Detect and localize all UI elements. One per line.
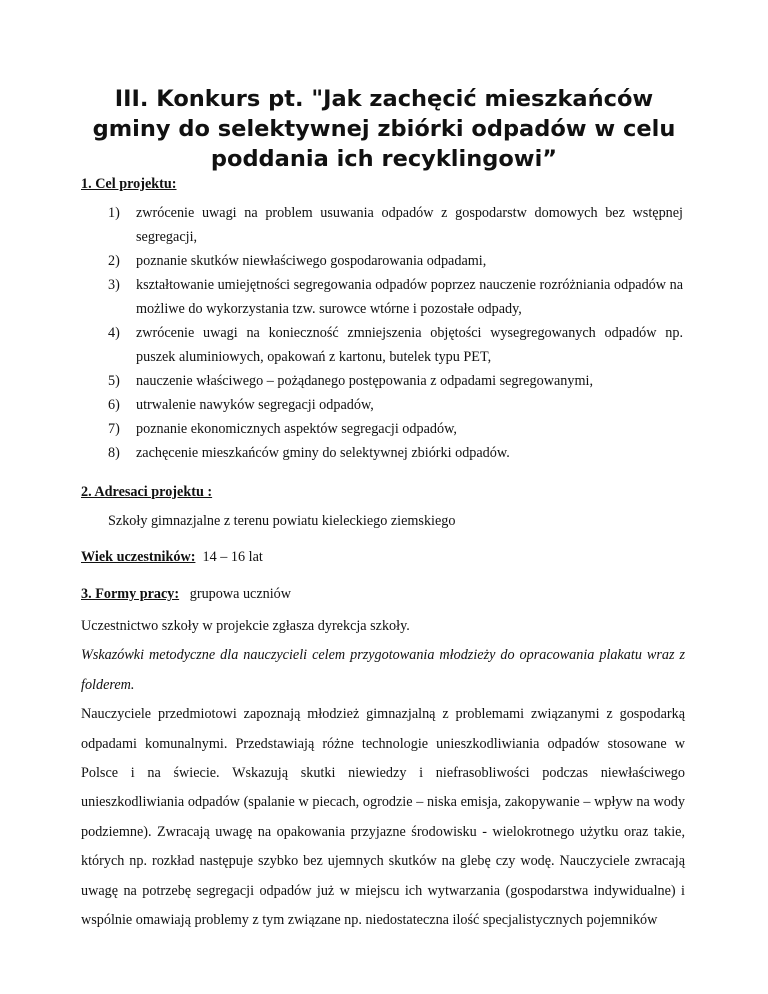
teachers-paragraph: Nauczyciele przedmiotowi zapoznają młodzież gimnazjalną z problemami związanymi z gospodarką odpadami komunalnymi. Przedstawiają różne technologie unieszkodliwiania odpadów stosowane w Polsce i na świecie. Wskazują skutki niewiedzy i niefrasobliwości podczas niewłaściwego unieszkodliwiania odpadów (spalanie w piecach, ogrodzie – niska emisja, zakopywanie – wpływ na wody podziemne). Zwracają uwagę na opakowania przyjazne środowisku - wielokrotnego użytku oraz takie, których np. rozkład następuje szybko bez ujemnych skutków na glebę czy wodę. Nauczyciele zwracają uwagę na potrzebę segregacji odpadów już w miejscu ich wytwarzania (gospodarstwa indywidualne) i wspólnie omawiają problemy z tym związane np. niedostateczna ilość specjalistycznych pojemników — [81, 706, 685, 929]
list-item — [108, 369, 683, 393]
list-item — [108, 201, 683, 249]
list-item-number: 6) — [108, 397, 120, 413]
list-item — [108, 273, 683, 321]
list-item — [108, 393, 683, 417]
list-item-text: nauczenie właściwego – pożądanego postępowania z odpadami segregowanymi, — [136, 373, 593, 389]
list-item — [108, 417, 683, 441]
body-text — [81, 612, 685, 935]
document-title: III. Konkurs pt. "Jak zachęcić mieszkańców gminy do selektywnej zbiórki odpadów w celu poddania ich recyklingowi” — [92, 86, 676, 172]
section-2-heading: 2. Adresaci projektu : — [81, 484, 213, 500]
section-1-heading: 1. Cel projektu: — [81, 176, 177, 192]
work-form-line — [81, 586, 291, 603]
work-form-value: grupowa uczniów — [189, 586, 292, 602]
list-item-number: 3) — [108, 277, 120, 293]
section-3-heading: 3. Formy pracy: — [81, 586, 180, 602]
age-value: 14 – 16 lat — [202, 549, 263, 565]
list-item-number: 1) — [108, 205, 120, 221]
list-item-number: 8) — [108, 445, 120, 461]
list-item-text: zwrócenie uwagi na problem usuwania odpadów z gospodarstw domowych bez wstępnej segregacji, — [136, 205, 683, 245]
list-item-text: utrwalenie nawyków segregacji odpadów, — [136, 397, 374, 413]
participation-paragraph: Uczestnictwo szkoły w projekcie zgłasza dyrekcja szkoły. — [81, 618, 410, 634]
addressees-text: Szkoły gimnazjalne z terenu powiatu kieleckiego ziemskiego — [108, 513, 456, 529]
list-item — [108, 441, 683, 465]
methodical-guidelines-paragraph: Wskazówki metodyczne dla nauczycieli celem przygotowania młodzieży do opracowania plakatu wraz z folderem. — [81, 647, 685, 693]
age-line — [81, 549, 263, 566]
list-item-text: kształtowanie umiejętności segregowania odpadów poprzez nauczenie rozróżniania odpadów na możliwe do wykorzystania tzw. surowce wtórne i pozostałe odpady, — [136, 277, 683, 317]
list-item — [108, 321, 683, 369]
list-item — [108, 249, 683, 273]
list-item-number: 4) — [108, 325, 120, 341]
list-item-text: poznanie ekonomicznych aspektów segregacji odpadów, — [136, 421, 457, 437]
list-item-text: zwrócenie uwagi na konieczność zmniejszenia objętości wysegregowanych odpadów np. puszek aluminiowych, opakowań z kartonu, butelek typu PET, — [136, 325, 683, 365]
list-item-number: 5) — [108, 373, 120, 389]
list-item-text: zachęcenie mieszkańców gminy do selektywnej zbiórki odpadów. — [136, 445, 510, 461]
list-item-text: poznanie skutków niewłaściwego gospodarowania odpadami, — [136, 253, 487, 269]
list-item-number: 7) — [108, 421, 120, 437]
list-item-number: 2) — [108, 253, 120, 269]
objectives-list — [108, 201, 683, 465]
age-label: Wiek uczestników: — [81, 549, 196, 565]
